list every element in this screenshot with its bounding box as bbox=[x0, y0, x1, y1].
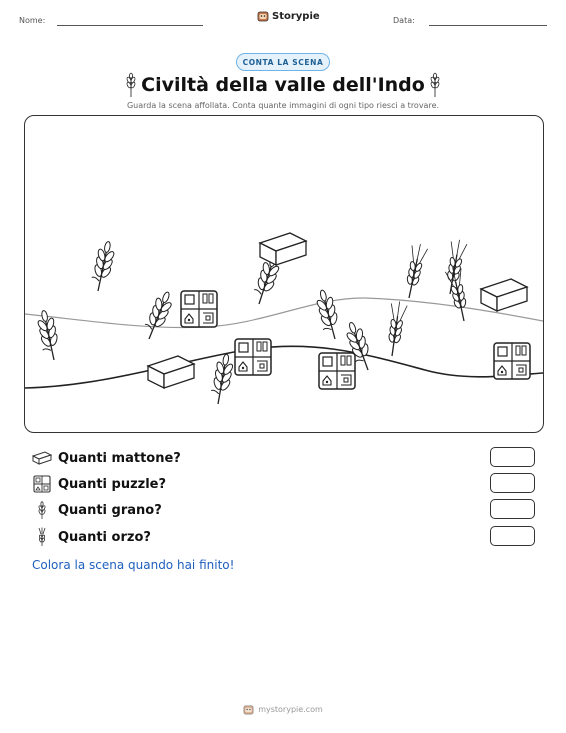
wheat-icon[interactable] bbox=[313, 288, 344, 342]
brand-logo bbox=[257, 10, 320, 22]
answer-box-barley[interactable] bbox=[490, 526, 535, 546]
wheat-icon bbox=[32, 500, 52, 520]
date-line[interactable] bbox=[429, 25, 547, 26]
answer-box-wheat[interactable] bbox=[490, 499, 535, 519]
question-barley bbox=[32, 526, 151, 548]
activity-badge: CONTA LA SCENA bbox=[236, 53, 330, 71]
footer-url[interactable]: mystorypie.com bbox=[258, 705, 323, 714]
barley-icon[interactable] bbox=[384, 300, 407, 357]
answer-box-bricks[interactable] bbox=[490, 447, 535, 467]
brick-icon bbox=[32, 448, 52, 468]
question-text: Quanti grano? bbox=[58, 502, 162, 518]
storypie-mascot-icon bbox=[243, 704, 254, 715]
question-text: Quanti mattone? bbox=[58, 450, 181, 466]
puzzle-icon[interactable] bbox=[494, 343, 530, 379]
question-puzzles bbox=[32, 473, 166, 495]
wheat-icon[interactable] bbox=[209, 353, 236, 406]
brick-icon[interactable] bbox=[481, 279, 527, 311]
counting-scene[interactable] bbox=[24, 115, 544, 433]
question-text: Quanti puzzle? bbox=[58, 476, 167, 492]
footer bbox=[0, 704, 566, 715]
answer-box-puzzles[interactable] bbox=[490, 473, 535, 493]
puzzle-icon[interactable] bbox=[319, 353, 355, 389]
brand-name: Storypie bbox=[272, 10, 320, 22]
question-text: Quanti orzo? bbox=[58, 529, 151, 545]
brick-icon[interactable] bbox=[260, 233, 306, 265]
puzzle-icon[interactable] bbox=[181, 291, 217, 327]
barley-icon[interactable] bbox=[401, 243, 428, 300]
puzzle-icon[interactable] bbox=[235, 339, 271, 375]
brick-icon[interactable] bbox=[148, 356, 194, 388]
front-hill bbox=[25, 346, 543, 388]
wheat-icon[interactable] bbox=[89, 240, 118, 293]
instructions: Guarda la scena affollata. Conta quante immagini di ogni tipo riesci a trovare. bbox=[126, 101, 440, 110]
storypie-mascot-icon bbox=[257, 10, 269, 22]
date-label: Data: bbox=[393, 16, 415, 25]
question-bricks bbox=[32, 447, 181, 469]
coloring-note: Colora la scena quando hai finito! bbox=[32, 558, 235, 572]
barley-icon bbox=[32, 527, 52, 547]
title-right-wheat-icon bbox=[427, 72, 443, 98]
name-label: Nome: bbox=[19, 16, 46, 25]
question-wheat bbox=[32, 499, 162, 521]
name-line[interactable] bbox=[57, 25, 203, 26]
page-title: Civiltà della valle dell'Indo bbox=[141, 74, 425, 96]
puzzle-icon bbox=[32, 474, 52, 494]
wheat-icon[interactable] bbox=[140, 289, 176, 343]
